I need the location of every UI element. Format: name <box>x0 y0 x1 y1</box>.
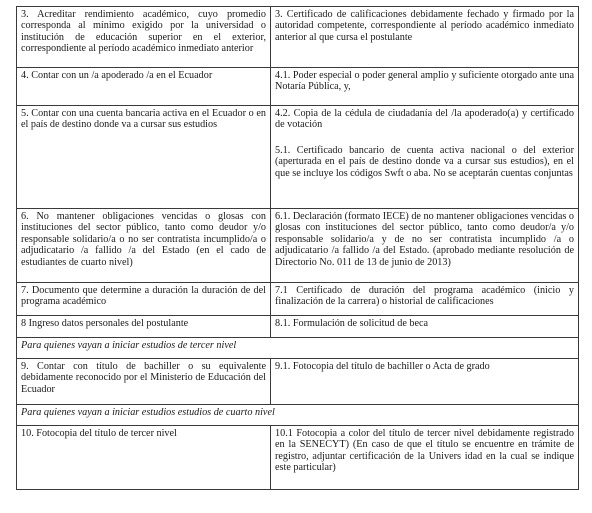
document-item: 4.2. Copia de la cédula de ciudadanía del /la apoderado(a) y certificado de votación <box>275 108 574 131</box>
document-cell: 10.1 Fotocopia a color del título de tercer nivel debidamente registrado en la SENECYT) (En caso de que el título se encuentre en trámite de registro, adjuntar certificación de la Univers idad en la cual se indique este particular) <box>271 426 579 490</box>
table-row <box>17 359 579 405</box>
requirement-cell: 10. Fotocopia del título de tercer nivel <box>17 426 271 490</box>
section-heading: Para quienes vayan a iniciar estudios de tercer nivel <box>17 338 579 359</box>
document-cell: 6.1. Declaración (formato IECE) de no mantener obligaciones vencidas o glosas con instituciones del sector público, tanto como deudor/a y/o responsable solidario/a y de no ser contratista incumplido /a o adjudicatario /a fallido /a del Estado. (aprobado mediante resolución de Directorio No. 011 de 13 de junio de 2013) <box>271 209 579 283</box>
section-header-row <box>17 338 579 359</box>
document-cell: 3. Certificado de calificaciones debidamente fechado y firmado por la autoridad competente, correspondiente al período académico inmediato anterior al que cursa el postulante <box>271 7 579 68</box>
table-row <box>17 316 579 338</box>
document-cell: 9.1. Fotocopia del título de bachiller o Acta de grado <box>271 359 579 405</box>
section-header-row <box>17 405 579 426</box>
table-row <box>17 426 579 490</box>
document-cell: 8.1. Formulación de solicitud de beca <box>271 316 579 338</box>
document-cell <box>271 106 579 209</box>
document-cell: 4.1. Poder especial o poder general amplio y suficiente otorgado ante una Notaría Pública, y, <box>271 68 579 106</box>
section-heading: Para quienes vayan a iniciar estudios estudios de cuarto nivel <box>17 405 579 426</box>
requirement-cell: 5. Contar con una cuenta bancaria activa en el Ecuador o en el país de destino donde va a cursar sus estudios <box>17 106 271 209</box>
table-row <box>17 106 579 209</box>
document-cell: 7.1 Certificado de duración del programa académico (inicio y finalización de la carrera) o historial de calificaciones <box>271 283 579 316</box>
table-row <box>17 283 579 316</box>
requirement-cell: 9. Contar con título de bachiller o su equivalente debidamente reconocido por el Ministerio de Educación del Ecuador <box>17 359 271 405</box>
requirement-cell: 4. Contar con un /a apoderado /a en el Ecuador <box>17 68 271 106</box>
table-row <box>17 7 579 68</box>
requirement-cell: 8 Ingreso datos personales del postulante <box>17 316 271 338</box>
requirements-table <box>16 6 579 490</box>
requirement-cell: 3. Acreditar rendimiento académico, cuyo promedio corresponda al mínimo exigido por la universidad o institución de educación superior en el exterior, correspondiente al período académico inmediato anterior <box>17 7 271 68</box>
requirement-cell: 7. Documento que determine a duración la duración de del programa académico <box>17 283 271 316</box>
document-item: 5.1. Certificado bancario de cuenta activa nacional o del exterior (aperturada en el país de destino donde va a cursar sus estudios), en el que se incluye los códigos Swft o aba. No se aceptarán cuentas conjuntas <box>275 144 574 179</box>
table-row <box>17 209 579 283</box>
requirement-cell: 6. No mantener obligaciones vencidas o glosas con instituciones del sector público, tanto como deudor y/o responsable solidario/a o no ser contratista incumplido/a o adjudicatario /a fallido /a del Estado (en el cado de estudiantes de cuarto nivel) <box>17 209 271 283</box>
table-row <box>17 68 579 106</box>
